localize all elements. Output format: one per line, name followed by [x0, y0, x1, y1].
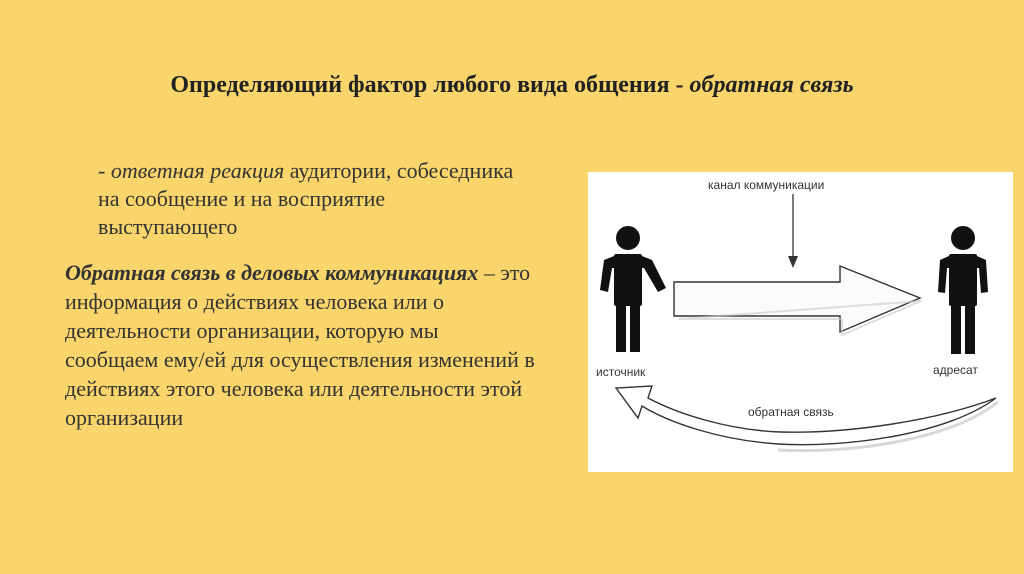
bullet-rest: аудитории, собеседника на сообщение и на восприятие выступающего — [98, 158, 514, 239]
communication-diagram — [588, 172, 1013, 472]
message-arrow-icon — [674, 266, 920, 332]
bullet-dash: - — [98, 158, 111, 183]
channel-label: канал коммуникации — [708, 178, 825, 192]
receiver-label: адресат — [933, 363, 978, 377]
title-main: Определяющий фактор любого вида общения - — [170, 72, 690, 98]
title-emphasis: обратная связь — [689, 72, 854, 98]
definition-term: Обратная связь в деловых коммуникациях — [65, 260, 479, 285]
definition-paragraph — [65, 258, 535, 432]
slide-title — [0, 72, 1024, 99]
source-person-icon — [600, 226, 666, 352]
bullet-text — [98, 157, 518, 241]
source-label: источник — [596, 365, 646, 379]
definition-text: – это информация о действиях человека или о деятельности организации, которую мы сообщаем ему/ей для осуществления изменений в действиях этого человека или деятельности этой организации — [65, 260, 535, 430]
receiver-person-icon — [938, 226, 988, 354]
bullet-emphasis: ответная реакция — [110, 158, 285, 183]
diagram-svg — [588, 172, 1013, 472]
feedback-label: обратная связь — [748, 405, 834, 419]
